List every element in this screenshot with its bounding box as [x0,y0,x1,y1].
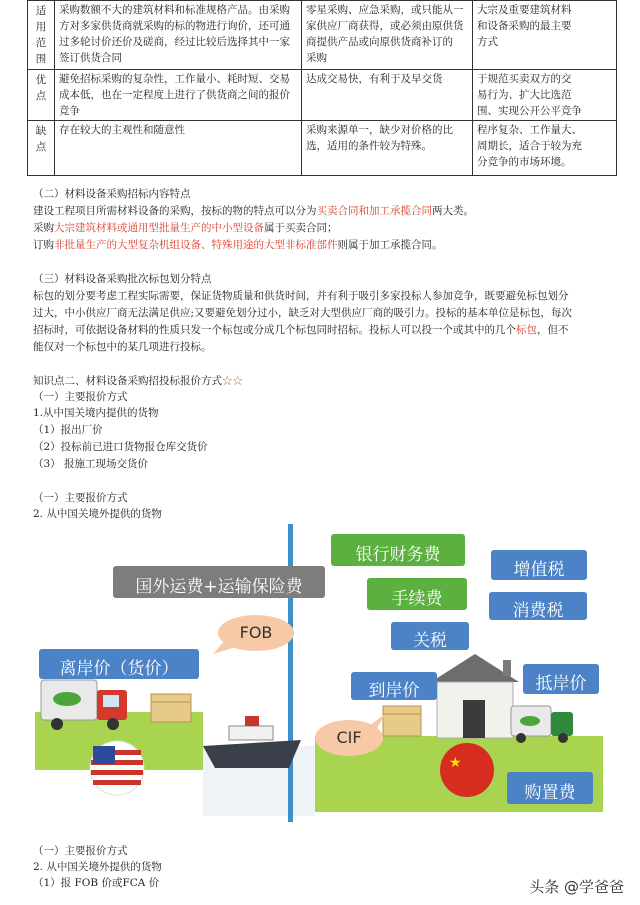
house-icon [431,654,519,738]
ship-icon [203,716,301,768]
table-cell: 零星采购、应急采购，或只能从一 家供应厂商获得，或必须由原供货 商提供产品或向原供货商补订的 采购 [302,1,473,70]
vat-label: 增值税 [513,560,565,580]
section-heading: （三）材料设备采购批次标包划分特点 [33,273,212,285]
paragraph: 订购非批量生产的大型复杂机组设备、特殊用途的大型非标准部件则属于加工承揽合同。 [33,239,443,251]
list-item: （3） 报施工现场交货价 [33,458,149,470]
sub-heading: （一）主要报价方式 [33,391,128,403]
paragraph-line: 过大，中小供应厂商无法满足供应;又要避免划分过小，缺乏对大型供应厂商的吸引力。投标的基本单位是标包，每次 [33,307,573,319]
table-cell: 程序复杂、工作量大、 周期长，适合于较为充 分竞争的市场环境。 [473,121,617,176]
price-composition-illustration [33,522,603,832]
list-item: （1）报 FOB 价或FCA 价 [33,877,160,889]
sub-heading: 2. 从中国关境外提供的货物 [33,861,162,873]
table-cell: 采购来源单一，缺少对价格的比 选，适用的条件较为特殊。 [302,121,473,176]
fob-label: FOB [239,623,273,642]
purchase-cost-label: 购置费 [524,783,576,803]
sub-heading: （一）主要报价方式 [33,492,128,504]
paragraph-line: 标包的划分要考虑工程实际需要，保证货物质量和供货时间，并有利于吸引多家投标人参加竞争，既要避免标包划分 [33,290,569,302]
paragraph-line: 能仅对一个标包中的某几项进行投标。 [33,341,212,353]
table-row [28,70,617,121]
cargo-box-icon [151,694,191,722]
row-header: 适 用 范 围 [28,1,55,70]
sub-heading: 2. 从中国关境外提供的货物 [33,508,162,520]
knowledge-point-heading: 知识点二、材料设备采购招投标报价方式☆☆ [33,375,243,387]
freight-label: 国外运费+运输保险费 [135,577,303,597]
table-cell: 存在较大的主观性和随意性 [55,121,302,176]
table-cell: 达成交易快，有利于及早交货 [302,70,473,121]
row-header: 缺 点 [28,121,55,176]
table-cell: 采购数额不大的建筑材料和标准规格产品。由采购 方对多家供货商就采购的标的物进行询价，还可通 过多轮讨价还价及磋商，经过比较后选择其中一家 签订供货合同 [55,1,302,70]
row-header: 优 点 [28,70,55,121]
fob-price-label: 离岸价（货价） [59,659,179,679]
star-rating: ☆☆ [222,375,243,387]
table-cell: 避免招标采购的复杂性，工作量小、耗时短、交易 成本低，也在一定程度上进行了供货商之间的报价 竞争 [55,70,302,121]
china-flag-icon [440,743,494,797]
bank-fee-label: 银行财务费 [355,545,441,565]
list-item: （1）报出厂价 [33,424,103,436]
usa-flag-icon [90,741,144,795]
cargo-box-icon [383,706,421,736]
sub-heading: 1.从中国关境内提供的货物 [33,407,159,419]
handling-fee-label: 手续费 [391,589,443,609]
list-item: （2）投标前已进口货物报仓库交货价 [33,441,208,453]
table-row [28,121,617,176]
duty-label: 关税 [413,631,447,651]
table-cell: 于规范买卖双方的交 易行为、扩大比选范 围、实现公开公平竞争 [473,70,617,121]
table-cell: 大宗及重要建筑材料 和设备采购的最主要 方式 [473,1,617,70]
landed-price-label: 抵岸价 [535,674,587,694]
section-heading: （二）材料设备采购招标内容特点 [33,188,191,200]
arrival-price-label: 到岸价 [368,681,420,701]
table-row [28,1,617,70]
sub-heading: （一）主要报价方式 [33,845,128,857]
paragraph: 建设工程项目所需材料设备的采购，按标的物的特点可以分为买卖合同和加工承揽合同两大类。 [33,205,474,217]
consumption-tax-label: 消费税 [512,601,564,621]
procurement-comparison-table [27,0,617,176]
watermark: 头条 @学爸爸 [529,878,624,896]
paragraph-line: 招标时，可依据设备材料的性质只发一个标包或分成几个标包同时招标。投标人可以投一个或其中的几个标包，但不 [33,324,569,336]
paragraph: 采购大宗建筑材料或通用型批量生产的中小型设备属于买卖合同； [33,222,338,234]
cif-label: CIF [336,728,362,747]
svg-text:★: ★ [449,755,462,771]
